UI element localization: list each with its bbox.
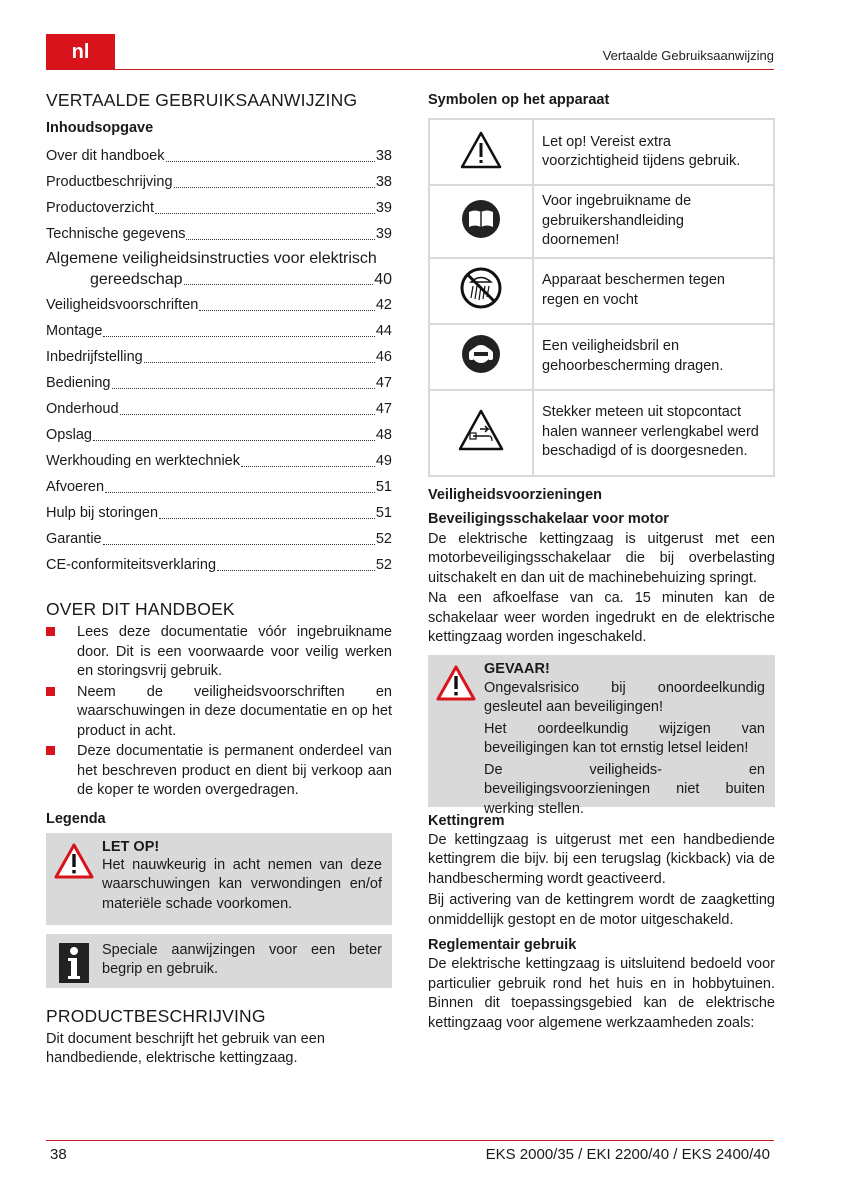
caution-box	[46, 833, 392, 925]
bullet-square-icon	[46, 746, 55, 755]
toc-entry[interactable]: Bediening 47	[46, 374, 392, 391]
info-box	[46, 934, 392, 988]
toc-entry[interactable]: Over dit handboek 38	[46, 147, 392, 164]
toc-entry[interactable]: CE-conformiteitsverklaring 52	[46, 556, 392, 573]
footer-rule	[46, 1140, 774, 1141]
header-title: Vertaalde Gebruiksaanwijzing	[602, 48, 774, 63]
motor-switch-heading: Beveiligingsschakelaar voor motor	[428, 510, 669, 527]
chain-brake-activation-text: Bij activering van de kettingrem wordt de zaagketting onmiddellijk gestopt en de motor uitgeschakeld.	[428, 892, 775, 928]
danger-box	[428, 655, 775, 817]
danger-text: De veiligheids- en beveiligingsvoorzieningen niet buiten werking stellen.	[484, 761, 765, 817]
document-heading: VERTAALDE GEBRUIKSAANWIJZING	[46, 90, 358, 110]
caution-text: Het nauwkeurig in acht nemen van deze waarschuwingen kan verwondingen en/of materiële schade voorkomen.	[102, 856, 382, 912]
table-row	[429, 185, 774, 258]
page-number: 38	[50, 1146, 67, 1163]
eye-ear-protection-icon	[429, 324, 533, 390]
warning-triangle-icon	[46, 833, 102, 925]
toc-heading: Inhoudsopgave	[46, 120, 154, 136]
info-icon	[46, 934, 102, 988]
bullet-square-icon	[46, 687, 55, 696]
info-text: Speciale aanwijzingen voor een beter begrip en gebruik.	[102, 941, 382, 977]
table-of-contents	[46, 140, 392, 575]
list-item: Lees deze documentatie vóór ingebruikname door. Dit is een voorwaarde voor veilig werken en storingsvrij gebruik.	[46, 623, 392, 682]
danger-title: GEVAAR!	[484, 660, 550, 677]
toc-entry[interactable]: Productoverzicht 39	[46, 199, 392, 216]
toc-entry[interactable]: Veiligheidsvoorschriften 42	[46, 296, 392, 313]
chain-brake-text: De kettingzaag is uitgerust met een handbediende kettingrem die bijv. bij een terugslag (kickback) via de handbescherming wordt geactiveerd.	[428, 831, 775, 887]
intended-use-heading: Reglementair gebruik	[428, 937, 577, 953]
toc-entry[interactable]: Algemene veiligheidsinstructies voor elektrisch gereedschap 40	[46, 250, 392, 288]
toc-entry[interactable]: Opslag 48	[46, 426, 392, 443]
toc-entry[interactable]: Garantie 52	[46, 530, 392, 547]
header-rule	[46, 69, 774, 70]
toc-entry[interactable]: Inbedrijfstelling 46	[46, 348, 392, 365]
symbols-heading: Symbolen op het apparaat	[428, 92, 610, 108]
danger-triangle-icon	[428, 655, 484, 807]
motor-switch-text: De elektrische kettingzaag is uitgerust met een motorbeveiligingsschakelaar die bij overbelasting uitschakelt en dan uit de machinebehuizing springt.	[428, 530, 775, 586]
intended-use-text: De elektrische kettingzaag is uitsluitend bedoeld voor particulier gebruik rond het huis en in hobbytuinen. Binnen dit toepassingsgebied kan de elektrische kettingzaag voor algemene werkzaamheden zoals:	[428, 956, 775, 1031]
no-rain-icon	[429, 258, 533, 324]
table-row	[429, 258, 774, 324]
section-heading-manual: OVER DIT HANDBOEK	[46, 599, 235, 619]
product-text: Dit document beschrijft het gebruik van een handbediende, elektrische kettingzaag.	[46, 1030, 325, 1066]
symbol-description: Apparaat beschermen tegen regen en vocht	[533, 258, 774, 324]
chain-brake-heading: Kettingrem	[428, 812, 505, 829]
unplug-warning-icon	[429, 390, 533, 476]
toc-entry[interactable]: Technische gegevens 39	[46, 225, 392, 242]
caution-title: LET OP!	[102, 838, 160, 855]
symbol-description: Stekker meteen uit stopcontact halen wanneer verlengkabel werd beschadigd of is doorgesneden.	[533, 390, 774, 476]
symbols-table	[428, 118, 775, 477]
toc-entry[interactable]: Montage 44	[46, 322, 392, 339]
list-item: Deze documentatie is permanent onderdeel van het beschreven product en dient bij verkoop aan de koper te worden overgedragen.	[46, 742, 392, 801]
toc-entry[interactable]: Werkhouding en werktechniek 49	[46, 452, 392, 469]
toc-entry[interactable]: Productbeschrijving 38	[46, 173, 392, 190]
toc-entry[interactable]: Onderhoud 47	[46, 400, 392, 417]
read-manual-icon	[429, 185, 533, 258]
table-row	[429, 119, 774, 185]
motor-switch-cooldown-text: Na een afkoelfase van ca. 15 minuten kan de schakelaar weer worden ingedrukt en de elektrische kettingzaag worden ingeschakeld.	[428, 590, 775, 645]
warning-triangle-icon	[429, 119, 533, 185]
danger-text: Het oordeelkundig wijzigen van beveiligingen kan tot ernstig letsel leiden!	[484, 720, 765, 756]
right-column	[428, 90, 775, 1033]
safety-heading: Veiligheidsvoorzieningen	[428, 486, 603, 503]
symbol-description: Voor ingebruikname de gebruikershandleiding doornemen!	[533, 185, 774, 258]
section-heading-product: PRODUCTBESCHRIJVING	[46, 1005, 266, 1026]
table-row	[429, 390, 774, 476]
footer-model-names: EKS 2000/35 / EKI 2200/40 / EKS 2400/40	[485, 1146, 770, 1163]
symbol-description: Een veiligheidsbril en gehoorbescherming dragen.	[533, 324, 774, 390]
table-row	[429, 324, 774, 390]
bullet-square-icon	[46, 627, 55, 636]
left-column	[46, 90, 392, 1069]
toc-entry[interactable]: Afvoeren 51	[46, 478, 392, 495]
danger-text: Ongevalsrisico bij onoordeelkundig gesleutel aan beveiligingen!	[484, 679, 765, 715]
legend-heading: Legenda	[46, 810, 106, 827]
manual-bullet-list	[46, 623, 392, 801]
symbol-description: Let op! Vereist extra voorzichtigheid tijdens gebruik.	[533, 119, 774, 185]
list-item: Neem de veiligheidsvoorschriften en waarschuwingen in deze documentatie en op het product in acht.	[46, 683, 392, 742]
language-tab: nl	[46, 34, 115, 70]
toc-entry[interactable]: Hulp bij storingen 51	[46, 504, 392, 521]
